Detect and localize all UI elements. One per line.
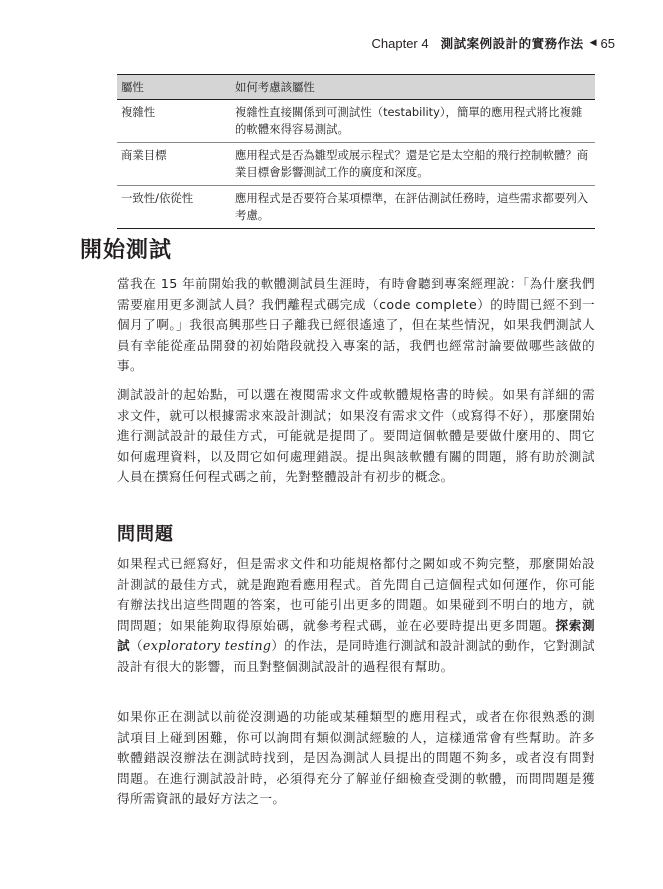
bold-term: 探索測試 (117, 617, 595, 653)
paren-open: （ (129, 638, 143, 653)
table-cell: 一致性/依從性 (117, 186, 231, 229)
table-cell: 商業目標 (117, 143, 231, 186)
table-header-row (117, 75, 595, 100)
chapter-title: 測試案例設計的實務作法 (440, 36, 584, 51)
table-cell: 複雜性直接關係到可測試性（testability），簡單的應用程式將比複雜的軟體來得容易測試。 (231, 100, 595, 143)
chapter-label: Chapter 4 (371, 35, 429, 51)
paragraph-text: ）的作法，是同時進行測試和設計測試的動作，它對測試設計有很大的影響，而且對整個測試設計的過程很有幫助。 (117, 638, 595, 674)
table-row (117, 100, 595, 143)
table-cell: 複雜性 (117, 100, 231, 143)
italic-term: exploratory testing (142, 638, 272, 653)
table-header-cell: 如何考慮該屬性 (231, 75, 595, 100)
body-paragraph (117, 554, 595, 677)
paragraph-text: 如果程式已經寫好，但是需求文件和功能規格都付之闕如或不夠完整，那麼開始設計測試的最佳方式，就是跑跑看應用程式。首先問自己這個程式如何運作，你可能有辦法找出這些問題的答案，也可能引出更多的問題。如果碰到不明白的地方，就問問題；如果能夠取得原始碼，就參考程式碼，並在必要時提出更多問題。 (117, 556, 595, 633)
table-cell: 應用程式是否要符合某項標準，在評估測試任務時，這些需求都要列入考慮。 (231, 186, 595, 229)
table-cell: 應用程式是否為雛型或展示程式？還是它是太空船的飛行控制軟體？商業目標會影響測試工作的廣度和深度。 (231, 143, 595, 186)
body-paragraph: 如果你正在測試以前從沒測過的功能或某種類型的應用程式，或者在你很熟悉的測試項目上碰到困難，你可以詢問有類似測試經驗的人，這樣通常會有些幫助。許多軟體錯誤沒辦法在測試時找到，是因為測試人員提出的問題不夠多，或者沒有問對問題。在進行測試設計時，必須得充分了解並仔細檢查受測的軟體，而問問題是獲得所需資訊的最好方法之一。 (117, 709, 595, 806)
running-header (372, 34, 616, 52)
table-row (117, 143, 595, 186)
table-header-cell: 屬性 (117, 75, 231, 100)
section-heading: 開始測試 (80, 238, 173, 263)
body-paragraph: 當我在 15 年前開始我的軟體測試員生涯時，有時會聽到專案經理說：「為什麼我們需要雇用更多測試人員？我們離程式碼完成（code complete）的時間已經不到一個月了啊。」我很高興那些日子離我已經很遙遠了，但在某些情況，如果我們測試人員有幸能從產品開發的初始階段就投入專案的話，我們也經常討論要做哪些該做的事。 (117, 276, 595, 373)
triangle-left-icon: ◀ (589, 38, 597, 48)
page-number: 65 (600, 35, 615, 51)
table-row (117, 186, 595, 229)
body-paragraph: 測試設計的起始點，可以選在複閱需求文件或軟體規格書的時候。如果有詳細的需求文件，就可以根據需求來設計測試；如果沒有需求文件（或寫得不好），那麼開始進行測試設計的最佳方式，可能就是提問了。要問這個軟體是要做什麼用的、問它如何處理資料，以及問它如何處理錯誤。提出與該軟體有關的問題，將有助於測試人員在撰寫任何程式碼之前，先對整體設計有初步的概念。 (117, 387, 595, 484)
subsection-heading: 問問題 (117, 524, 174, 545)
attribute-table (117, 74, 595, 229)
